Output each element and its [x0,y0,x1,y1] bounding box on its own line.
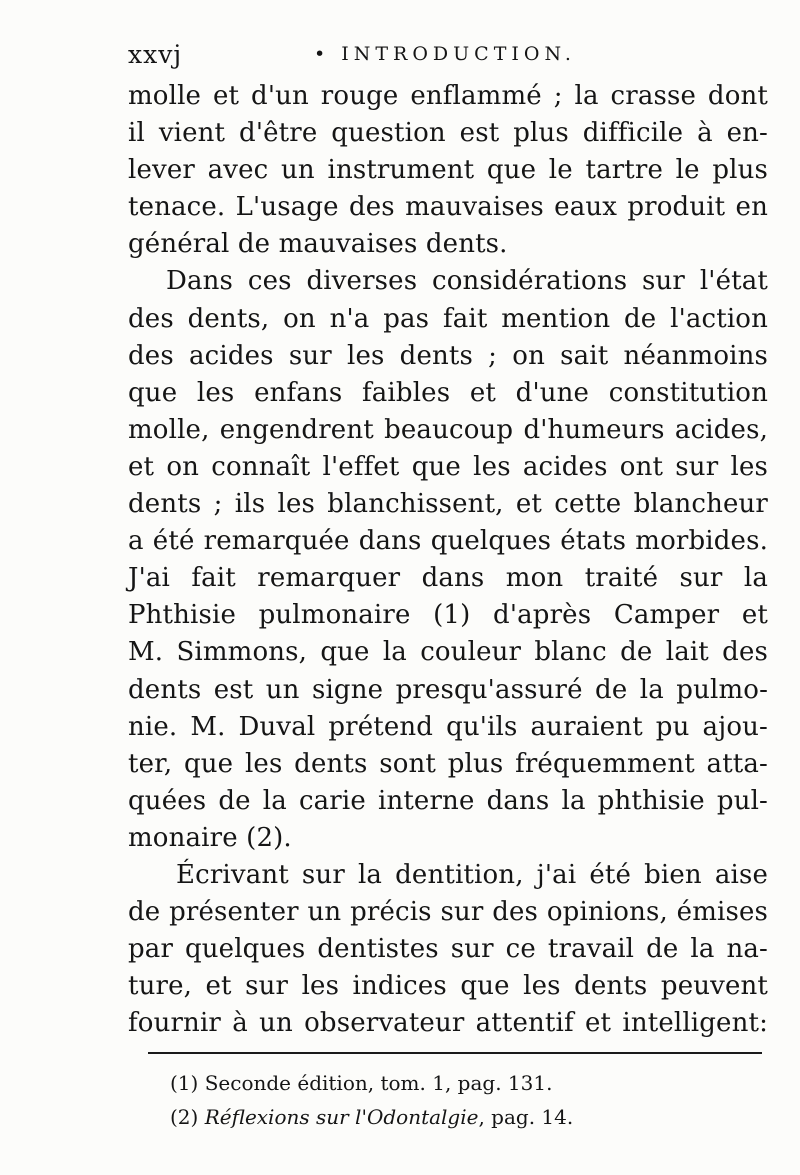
text-line: ter, que les dents sont plus fréquemment atta- [128,748,768,779]
text-line: M. Simmons, que la couleur blanc de lait des [128,637,768,668]
text-line: quées de la carie interne dans la phthisie pul- [128,785,768,816]
text-line: a été remarquée dans quelques états morbides. [128,526,768,557]
text-line: fournir à un observateur attentif et intelligent: [128,1008,768,1039]
footnote-marker: (2) [170,1105,199,1129]
text-line: de présenter un précis sur des opinions, émises [128,897,768,928]
text-line: des acides sur les dents ; on sait néanmoins [128,340,768,371]
text-line: Phthisie pulmonaire (1) d'après Camper et [128,600,768,631]
footnote [170,1100,770,1134]
text-line: par quelques dentistes sur ce travail de la na- [128,934,768,965]
footnote [170,1066,770,1100]
body-text [128,78,768,1042]
footnotes [170,1066,770,1134]
text-line: et on connaît l'effet que les acides ont sur les [128,451,768,482]
text-line: dents ; ils les blanchissent, et cette blancheur [128,489,768,520]
text-line: tenace. L'usage des mauvaises eaux produit en [128,192,768,223]
text-line: molle et d'un rouge enflammé ; la crasse dont [128,81,768,111]
text-line: monaire (2). [128,822,292,853]
text-line: général de mauvaises dents. [128,229,508,260]
text-line: Dans ces diverses considérations sur l'état [166,266,768,297]
text-line: Écrivant sur la dentition, j'ai été bien aise [176,859,768,890]
text-line: molle, engendrent beaucoup d'humeurs acides, [128,414,768,445]
text-line: lever avec un instrument que le tartre le plus [128,155,768,186]
footnote-marker: (1) [170,1071,199,1095]
text-line: ture, et sur les indices que les dents peuvent [128,971,768,1002]
text-line: dents est un signe presqu'assuré de la pulmo- [128,674,768,705]
footnote-work-title: Réflexions sur l'Odontalgie [204,1105,479,1129]
text-line: nie. M. Duval prétend qu'ils auraient pu ajou- [128,711,768,742]
footnote-text: Seconde édition, tom. 1, pag. 131. [204,1071,553,1095]
page-number: xxvj [128,40,183,69]
page-header [128,40,768,74]
footnote-text: , pag. 14. [478,1105,574,1129]
text-line: il vient d'être question est plus difficile à en- [128,118,768,149]
footnote-rule [148,1052,762,1054]
running-title: • INTRODUCTION. [314,43,576,65]
text-line: J'ai fait remarquer dans mon traité sur la [128,563,768,594]
text-line: des dents, on n'a pas fait mention de l'action [128,303,768,334]
text-line: que les enfans faibles et d'une constitution [128,377,768,408]
